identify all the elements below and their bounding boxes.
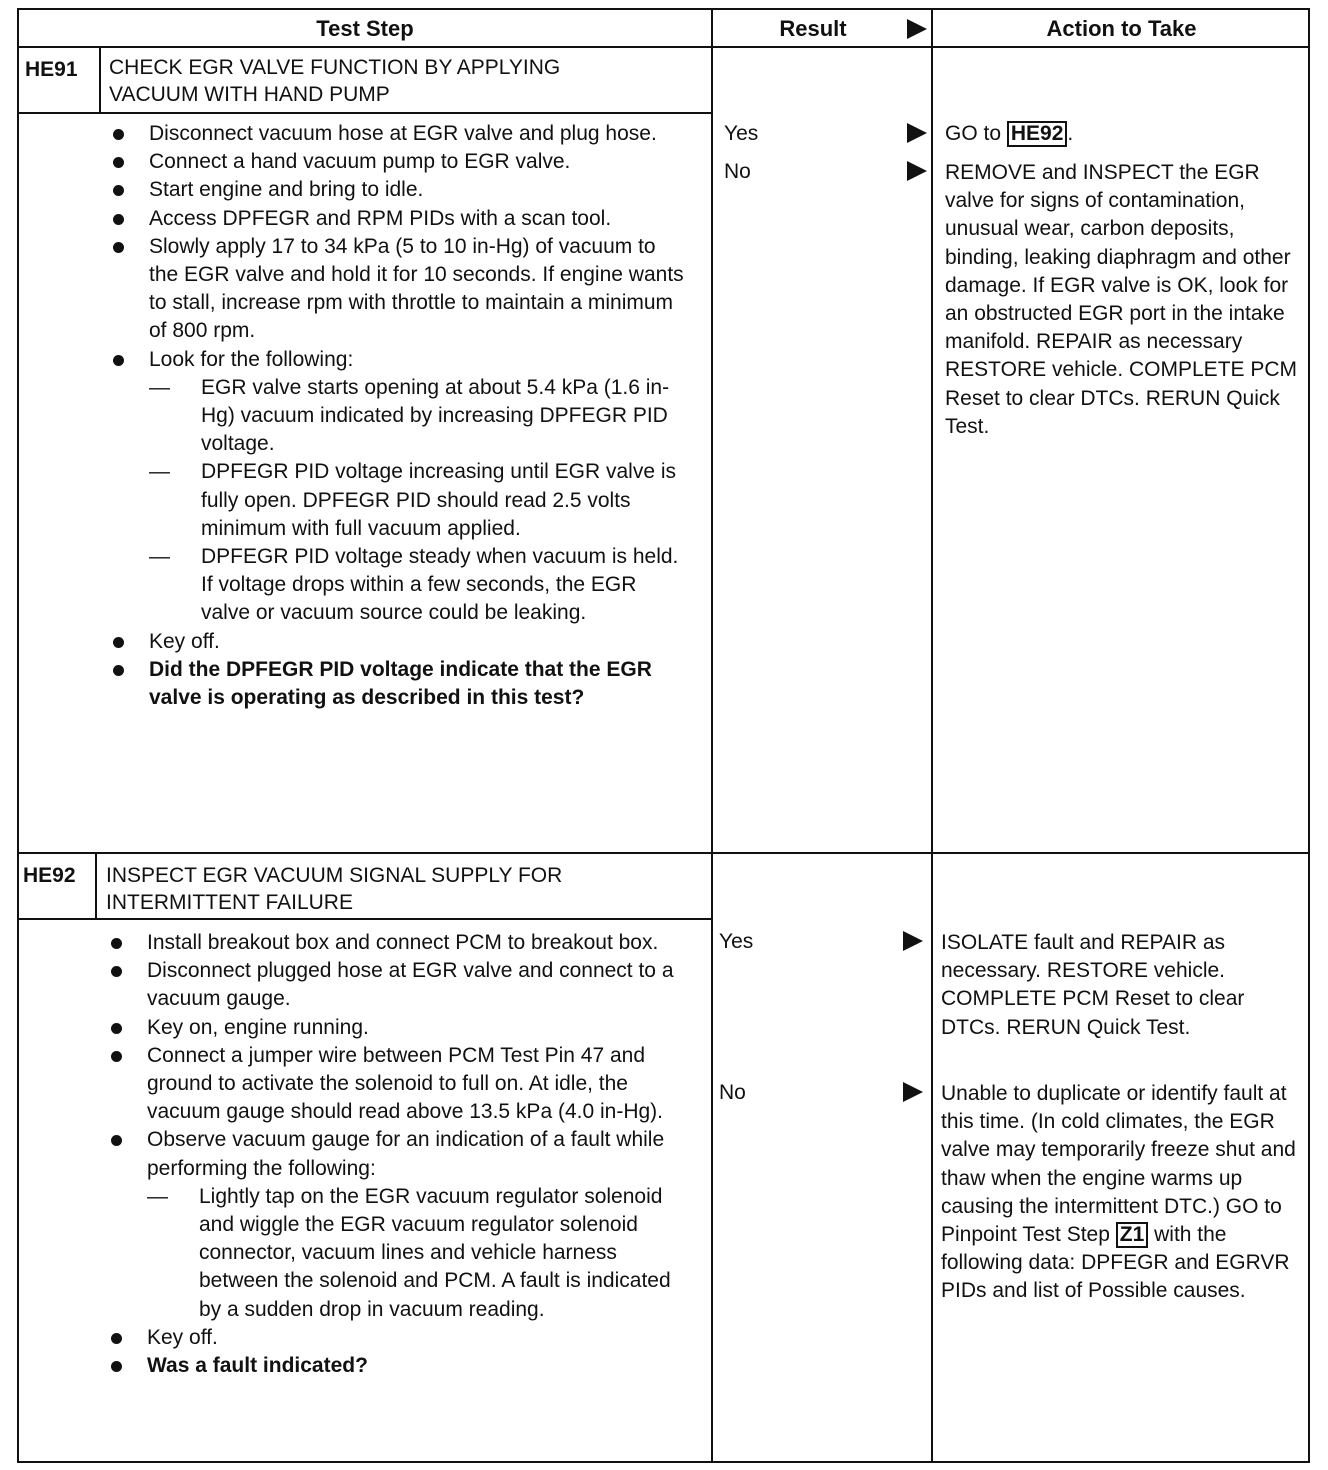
no-action-suffix: with the following data: DPFEGR and EGRVR PIDs and list of Possible causes. xyxy=(941,1223,1290,1303)
list-item-observe xyxy=(107,1126,697,1323)
he92-title xyxy=(106,862,562,916)
he91-title-divider xyxy=(19,112,713,114)
header-test-step: Test Step xyxy=(316,16,414,41)
dash-item: — DPFEGR PID voltage increasing until EGR valve is fully open. DPFEGR PID should read 2.5 volts minimum with full vacuum applied. xyxy=(149,458,689,543)
list-item: Key off. xyxy=(109,628,689,656)
he92-yes-arrow-icon xyxy=(903,931,923,951)
he92-dash-list xyxy=(147,1183,697,1324)
list-item: Slowly apply 17 to 34 kPa (5 to 10 in-Hg) of vacuum to the EGR valve and hold it for 10 seconds. If engine wants to stall, increase rpm with throttle to maintain a minimum of 800 rpm. xyxy=(109,233,689,346)
he91-title-line1: CHECK EGR VALVE FUNCTION BY APPLYING xyxy=(109,56,561,79)
he92-id-divider xyxy=(95,852,97,920)
he92-no-label: No xyxy=(719,1081,746,1104)
he92-no-arrow-icon xyxy=(903,1082,923,1102)
column-divider-action xyxy=(931,10,933,1463)
he92-id: HE92 xyxy=(23,864,76,887)
he91-no-arrow-icon xyxy=(907,161,927,181)
header-result: Result xyxy=(779,16,847,41)
he91-no-action: REMOVE and INSPECT the EGR valve for signs of contamination, unusual wear, carbon deposits, binding, leaking diaphragm and other damage. If EGR valve is OK, look for an obstructed EGR port in the intake manifold. REPAIR as necessary RESTORE vehicle. COMPLETE PCM Reset to clear DTCs. RERUN Quick Test. xyxy=(945,161,1298,438)
he92-ref-z1[interactable]: Z1 xyxy=(1116,1222,1149,1248)
he91-ref-he92[interactable]: HE92 xyxy=(1007,121,1068,147)
he91-yes-arrow-icon xyxy=(907,123,927,143)
he91-title-line2: VACUUM WITH HAND PUMP xyxy=(109,83,390,106)
header-action: Action to Take xyxy=(1046,16,1197,41)
dash-item: — DPFEGR PID voltage steady when vacuum is held. If voltage drops within a few seconds, the EGR valve or vacuum source could be leaking. xyxy=(149,543,689,628)
he91-dash-list xyxy=(149,374,689,628)
he92-title-line2: INTERMITTENT FAILURE xyxy=(106,891,353,914)
he91-id-divider xyxy=(99,46,101,114)
list-item-look-for xyxy=(109,346,689,628)
diagnostic-table xyxy=(17,8,1310,1463)
list-item: Key off. xyxy=(107,1324,697,1352)
list-item: Start engine and bring to idle. xyxy=(109,176,689,204)
list-item: Connect a jumper wire between PCM Test Pin 47 and ground to activate the solenoid to full on. At idle, the vacuum gauge should read above 13.5 kPa (4.0 in-Hg). xyxy=(107,1042,697,1127)
he91-step-list xyxy=(109,120,689,712)
row-divider-result xyxy=(713,852,1310,854)
yes-action-text: GO to xyxy=(945,122,1002,145)
header-divider xyxy=(19,46,1310,48)
he92-step-list xyxy=(107,929,697,1380)
look-for-label: Look for the following: xyxy=(149,347,354,371)
he92-yes-action: ISOLATE fault and REPAIR as necessary. RESTORE vehicle. COMPLETE PCM Reset to clear DTCs. RERUN Quick Test. xyxy=(941,931,1245,1039)
dash-item: — EGR valve starts opening at about 5.4 kPa (1.6 in-Hg) vacuum indicated by increasing DPFEGR PID voltage. xyxy=(149,374,689,459)
he92-no-action xyxy=(941,1080,1307,1306)
he92-question: Was a fault indicated? xyxy=(107,1352,697,1380)
he91-yes-action xyxy=(945,120,1307,148)
he91-question: Did the DPFEGR PID voltage indicate that the EGR valve is operating as described in this test? xyxy=(109,656,689,712)
row-divider xyxy=(19,852,713,854)
list-item: Install breakout box and connect PCM to breakout box. xyxy=(107,929,697,957)
dash-item: — Lightly tap on the EGR vacuum regulator solenoid and wiggle the EGR vacuum regulator solenoid connector, vacuum lines and vehicle harness between the solenoid and PCM. A fault is indicated by a sudden drop in vacuum reading. xyxy=(147,1183,697,1324)
he91-yes-label: Yes xyxy=(724,122,759,145)
observe-label: Observe vacuum gauge for an indication of a fault while performing the following: xyxy=(147,1128,665,1180)
yes-action-suffix: . xyxy=(1067,122,1074,145)
list-item: Connect a hand vacuum pump to EGR valve. xyxy=(109,148,689,176)
list-item: Key on, engine running. xyxy=(107,1014,697,1042)
no-action-text: Unable to duplicate or identify fault at this time. (In cold climates, the EGR valve may temporarily freeze shut and thaw when the engine warms up causing the intermittent DTC.) GO to Pinpoint Test Step xyxy=(941,1082,1296,1247)
header-arrow-icon xyxy=(907,19,927,39)
list-item: Disconnect vacuum hose at EGR valve and plug hose. xyxy=(109,120,689,148)
he92-yes-label: Yes xyxy=(719,930,754,953)
list-item: Disconnect plugged hose at EGR valve and connect to a vacuum gauge. xyxy=(107,957,697,1013)
he91-title xyxy=(109,54,560,108)
he91-id: HE91 xyxy=(25,58,78,81)
he92-title-divider xyxy=(19,918,713,920)
he92-title-line1: INSPECT EGR VACUUM SIGNAL SUPPLY FOR xyxy=(106,864,563,887)
column-divider-result xyxy=(711,10,713,1463)
he91-no-label: No xyxy=(724,160,751,183)
list-item: Access DPFEGR and RPM PIDs with a scan tool. xyxy=(109,205,689,233)
